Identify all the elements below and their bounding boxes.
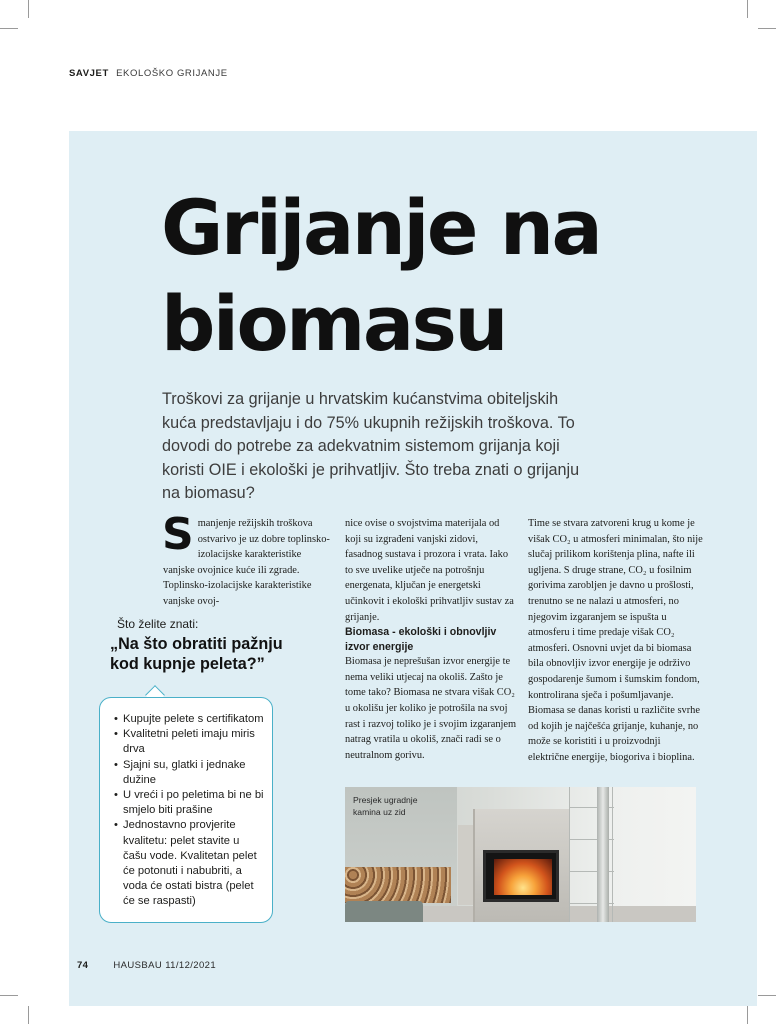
section-subhead: Biomasa - ekološki i obnovljiv izvor energije [345,626,497,653]
crop-mark [747,1006,748,1024]
crop-mark [758,995,776,996]
tip-item: • Jednostavno provjerite kvalitetu: pelet stavite u čašu vode. Kvalitetan pelet će potonuti i nabubriti, a voda će ostati bistra (pelet će se raspasti) [114,818,264,909]
tip-item: • Kupujte pelete s certifikatom [114,712,264,727]
body-column-1 [162,509,331,610]
crop-mark [747,0,748,18]
tip-item: • Kvalitetni peleti imaju miris drva [114,727,264,757]
article-lead: Troškovi za grijanje u hrvatskim kućanstvima obiteljskih kuća predstavljaju i do 75% ukupnih režijskih troškova. To dovodi do potrebe za adekvatnim sistemom grijanja koji koristi OIE i ekološki je prihvatljiv. Što treba znati o grijanju na biomasu? [162,390,580,502]
tip-item: • Sjajni su, glatki i jednake dužine [114,758,264,788]
photo-caption: Presjek ugradnje kamina uz zid [353,795,418,817]
crop-mark [0,28,18,29]
photo-pillar [597,787,609,922]
sidebar-question: „Na što obratiti pažnju kod kupnje peleta?” [110,635,283,673]
photo-bench [345,901,423,922]
tips-list [114,712,264,910]
tips-speech-bubble [99,697,273,923]
fireplace-photo [345,787,696,922]
crop-mark [28,1006,29,1024]
section-label: SAVJET [69,68,109,79]
title-line-2: biomasu [161,279,506,368]
running-header [69,68,228,79]
crop-mark [758,28,776,29]
title-line-1: Grijanje na [161,183,601,272]
fireplace-firebox [483,850,559,902]
article-title [161,180,681,372]
body-column-3 [528,516,704,766]
sidebar-label: Što želite znati: [117,617,199,631]
tip-item: • U vreći i po peletima bi ne bi smjelo biti prašine [114,788,264,818]
crop-mark [0,995,18,996]
page-number: 74 [77,960,89,971]
drop-cap: S [162,509,194,560]
body-text: Biomasa je neprešušan izvor energije te nema veliki utjecaj na okoliš. Zašto je tome tako? Biomasa ne stvara višak CO₂ u okolišu jer koliko je potrošila na svoj rast i razvoj toliko je i svojim izgaranjem natrag vratila u okoliš, znači radi se o neutralnom gorivu. [345,656,517,761]
body-text: nice ovise o svojstvima materijala od koji su izgrađeni vanjski zidovi, fasadnog sustava i prozora i vrata. Iako to sve uvelike utječe na potrošnju energenata, ključan je energetski učinkovit i ekološki prihvatljiv sustav za grijanje. [345,518,514,623]
subsection-label: EKOLOŠKO GRIJANJE [116,68,228,79]
body-text: Time se stvara zatvoreni krug u kome je višak CO₂ u atmosferi minimalan, što nije slučaj prilikom korištenja plina, nafte ili ugljena. S druge strane, CO₂ u fosilnim gorivima zarobljen je davno u prošlosti, trenutno se ne nalazi u atmosferi, no njegovim izgaranjem se ispušta u atmosferu i time predaje višak CO₂ atmosferi. Osnovni uvjet da bi biomasa bila obnovljiv izvor energije je održivo gospodarenje šumom i šumskim fondom, kontrolirana sječa i pošumljavanje. Biomasa se danas koristi u različite svrhe od kojih je najčešća grijanje, kuhanje, no može se koristiti i u proizvodnji električne energije, biogoriva i bioplina. [528,518,703,763]
magazine-issue: HAUSBAU 11/12/2021 [113,960,217,971]
fire-flame [494,859,552,895]
crop-mark [28,0,29,18]
body-column-2 [345,516,517,763]
body-text: manjenje režijskih troškova ostvarivo je uz dobre toplinsko-izolacijske karakteristike vanjske ovojnice kuće ili zgrade. Toplinsko-izolacijske karakteristike vanjske ovoj- [163,518,330,607]
firewood-stack [345,867,451,903]
page-footer [77,960,216,971]
